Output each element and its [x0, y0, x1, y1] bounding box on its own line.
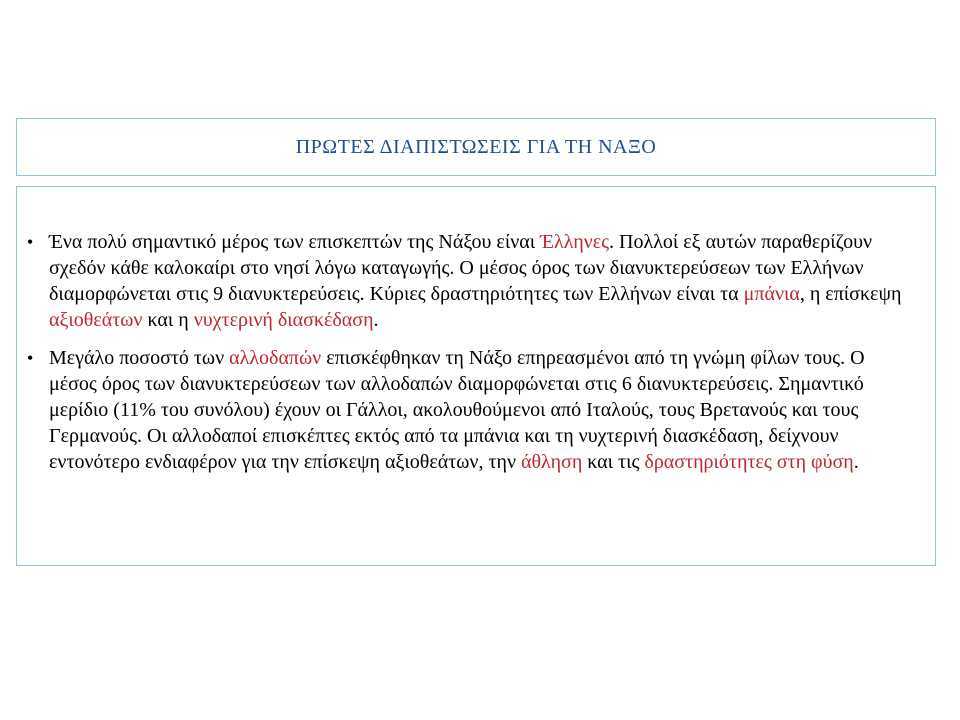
title-box: [16, 118, 936, 176]
highlight-nightlife: νυχτερινή διασκέδαση: [193, 309, 374, 331]
slide-title: ΠΡΩΤΕΣ ΔΙΑΠΙΣΤΩΣΕΙΣ ΓΙΑ ΤΗ ΝΑΞΟ: [295, 135, 657, 158]
highlight-nature-activities: δραστηριότητες στη φύση: [644, 451, 854, 473]
bullet-text: . Πολλοί εξ αυτών παραθερίζουν σχεδόν κάθε καλοκαίρι στο νησί λόγω καταγωγής. Ο μέσος όρος των διανυκτερεύσεων των Ελλήνων διαμορφώνεται στις 9 διανυκτερεύσεις. Κύριες δραστηριότητες των Ελλήνων είναι τα: [49, 231, 873, 305]
highlight-foreigners: αλλοδαπών: [229, 347, 322, 369]
bullet-text: επισκέφθηκαν τη Νάξο επηρεασμένοι από τη γνώμη φίλων τους. Ο μέσος όρος των διανυκτερεύσεων των αλλοδαπών διαμορφώνεται στις 6 διανυκτερεύσεις. Σημαντικό μερίδιο (11% του συνόλου) έχουν οι Γάλλοι, ακολουθούμενοι από Ιταλούς, τους Βρετανούς και τους Γερμανούς. Οι αλλοδαποί επισκέπτες εκτός από τα μπάνια και τη νυχτερινή διασκέδαση, δείχνουν εντονότερο ενδιαφέρον για την επίσκεψη αξιοθεάτων, την: [49, 347, 865, 473]
bullet-text: , η επίσκεψη: [799, 283, 902, 305]
bullet-text: .: [853, 451, 859, 473]
bullet-marker: •: [27, 348, 34, 368]
bullet-text: και τις: [582, 451, 645, 473]
bullet-item: [27, 345, 917, 475]
highlight-sights: αξιοθεάτων: [49, 309, 143, 331]
bullet-list: [27, 229, 917, 487]
bullet-marker: •: [27, 232, 34, 252]
bullet-text: Ένα πολύ σημαντικό μέρος των επισκεπτών της Νάξου είναι: [49, 231, 541, 253]
bullet-text: και η: [142, 309, 194, 331]
highlight-greeks: Έλληνες: [540, 231, 610, 253]
content-box: [16, 186, 936, 566]
highlight-swimming: μπάνια: [743, 283, 800, 305]
bullet-text: Μεγάλο ποσοστό των: [49, 347, 230, 369]
bullet-text: .: [373, 309, 379, 331]
highlight-sport: άθληση: [521, 451, 583, 473]
bullet-item: [27, 229, 917, 333]
